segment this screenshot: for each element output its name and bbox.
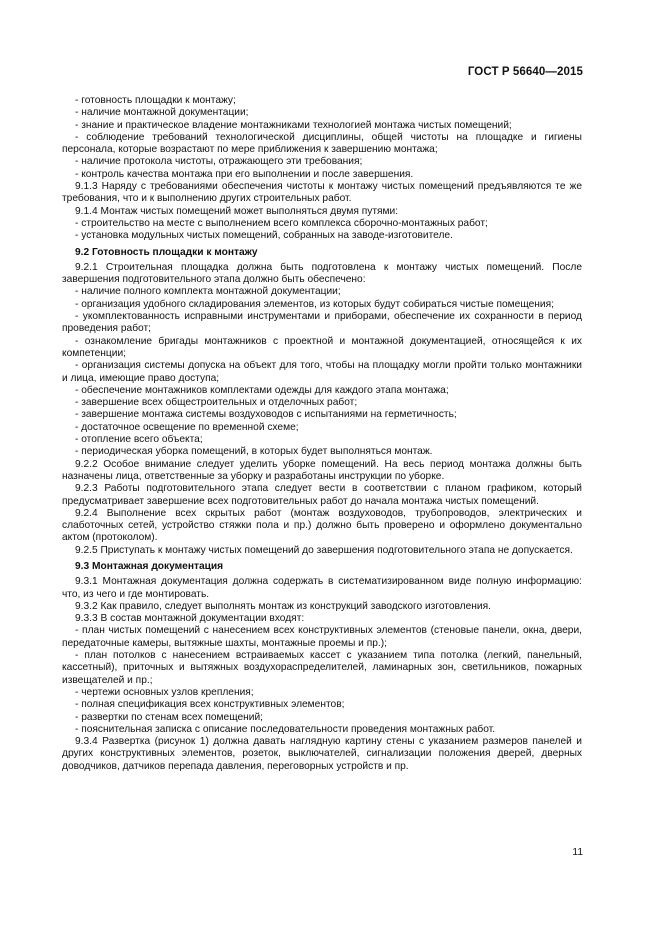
document-body: [62, 95, 582, 773]
list-item: - развертки по стенам всех помещений;: [75, 711, 263, 723]
list-item: - завершение всех общестроительных и отделочных работ;: [75, 397, 358, 409]
list-item: - отопление всего объекта;: [75, 434, 203, 446]
list-item: - пояснительная записка с описание последовательности проведения монтажных работ.: [75, 723, 496, 735]
clause-9-2-4: 9.2.4 Выполнение всех скрытых работ (монтаж воздуховодов, трубопроводов, электрических и слаботочных сетей, устройство стяжки пола и пр.) должно быть проверено и оформлено документально актом (протоколом).: [62, 507, 582, 544]
list-item: - план чистых помещений с нанесением всех конструктивных элементов (стеновые панели, окна, двери, передаточные камеры, вытяжные шахты, монтажные проемы и пр.);: [62, 625, 582, 649]
list-item: - чертежи основных узлов крепления;: [75, 686, 254, 698]
section-heading-9-3: 9.3 Монтажная документация: [75, 560, 224, 572]
clause-9-2-1: 9.2.1 Строительная площадка должна быть подготовлена к монтажу чистых помещений. После завершения подготовительного этапа должно быть обеспечено:: [62, 261, 582, 286]
page-number: 11: [572, 847, 583, 858]
list-item: - план потолков с нанесением встраиваемых кассет с указанием типа потолка (легкий, панельный, кассетный), приточных и вытяжных воздухораспределителей, ламинарных зон, светильников, пожарных извещателей и пр.;: [62, 650, 582, 686]
list-item: - наличие монтажной документации;: [75, 107, 249, 119]
clause-9-2-2: 9.2.2 Особое внимание следует уделить уборке помещений. На весь период монтажа должны быть назначены лица, ответственные за уборку и разработаны инструкции по уборке.: [62, 458, 582, 482]
list-item: - готовность площадки к монтажу;: [75, 95, 236, 106]
list-item: - строительство на месте с выполнением всего комплекса сборочно-монтажных работ;: [75, 217, 488, 229]
list-item: - завершение монтажа системы воздуховодов с испытаниями на герметичность;: [75, 409, 457, 421]
clause-9-2-3: 9.2.3 Работы подготовительного этапа следует вести в соответствии с планом графиком, который предусматривает завершение всех подготовительных работ до начала монтажа чистых помещений.: [62, 483, 582, 507]
clause-9-1-4: 9.1.4 Монтаж чистых помещений может выполняться двумя путями:: [75, 205, 399, 217]
clause-9-2-5: 9.2.5 Приступать к монтажу чистых помещений до завершения подготовительного этапа не допускается.: [75, 544, 573, 556]
clause-9-3-2: 9.3.2 Как правило, следует выполнять монтаж из конструкций заводского изготовления.: [75, 600, 491, 612]
list-item: - организация удобного складирования элементов, из которых будут собираться чистые помещения;: [75, 298, 554, 310]
list-item: - полная спецификация всех конструктивных элементов;: [75, 699, 345, 711]
clause-9-1-3: 9.1.3 Наряду с требованиями обеспечения чистоты к монтажу чистых помещений предъявляются те же требования, что и к выполнению других строительных работ.: [62, 181, 582, 205]
list-item: - ознакомление бригады монтажников с проектной и монтажной документацией, относящейся к их компетенции;: [62, 335, 582, 359]
clause-9-3-4: 9.3.4 Развертка (рисунок 1) должна давать наглядную картину стены с указанием размеров панелей и других конструктивных элементов, розеток, выключателей, сигнализации положения дверей, дверных доводчиков, датчиков перепада давления, переговорных устройств и пр.: [62, 736, 582, 772]
document-standard-id: ГОСТ Р 56640—2015: [467, 66, 583, 78]
list-item: - соблюдение требований технологической дисциплины, общей чистоты на площадке и гигиены персонала, которые возрастают по мере приближения к завершению монтажа;: [62, 131, 582, 156]
list-item: - достаточное освещение по временной схеме;: [75, 421, 299, 433]
list-item: - укомплектованность исправными инструментами и приборами, обеспечение их сохранности в период проведения работ;: [62, 311, 582, 335]
section-heading-9-2: 9.2 Готовность площадки к монтажу: [75, 246, 258, 258]
list-item: - наличие полного комплекта монтажной документации;: [75, 286, 341, 298]
list-item: - установка модульных чистых помещений, собранных на заводе-изготовителе.: [75, 230, 453, 242]
list-item: - знание и практическое владение монтажниками технологией монтажа чистых помещений;: [75, 119, 512, 131]
list-item: - периодическая уборка помещений, в которых будет выполняться монтаж.: [75, 446, 433, 458]
clause-9-3-3: 9.3.3 В состав монтажной документации входят:: [75, 613, 305, 625]
list-item: - наличие протокола чистоты, отражающего эти требования;: [75, 156, 363, 168]
list-item: - контроль качества монтажа при его выполнении и после завершения.: [75, 168, 414, 180]
list-item: - обеспечение монтажников комплектами одежды для каждого этапа монтажа;: [75, 384, 449, 396]
list-item: - организация системы допуска на объект для того, чтобы на площадку могли пройти только монтажники и лица, имеющие право доступа;: [62, 360, 582, 384]
clause-9-3-1: 9.3.1 Монтажная документация должна содержать в систематизированном виде полную информацию: что, из чего и где монтировать.: [62, 576, 582, 600]
